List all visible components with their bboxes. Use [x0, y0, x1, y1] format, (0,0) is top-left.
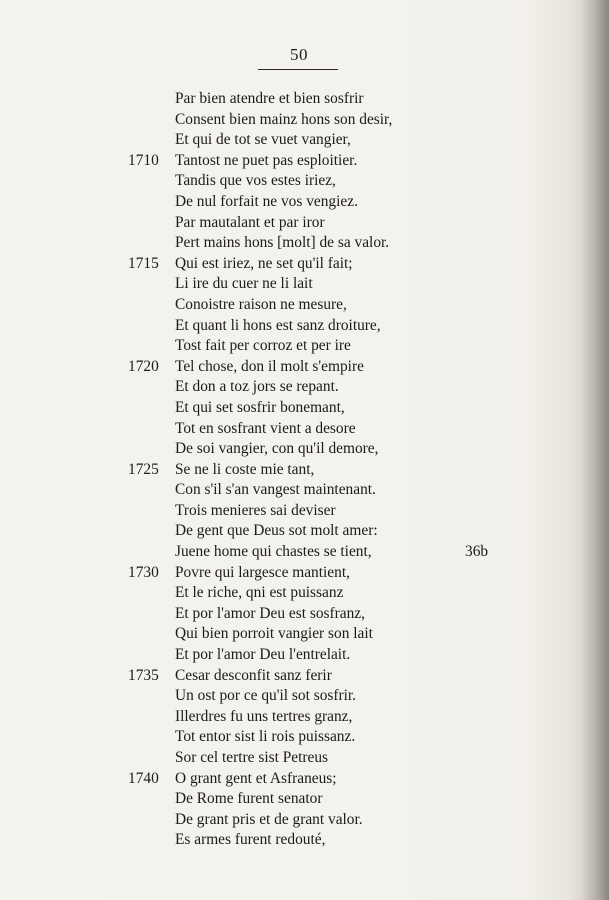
verse-line [0, 151, 609, 172]
verse-line [0, 501, 609, 522]
verse-text: Cesar desconfit sanz ferir [175, 666, 332, 684]
verse-text: Tel chose, don il molt s'empire [175, 357, 364, 375]
verse-text: Es armes furent redouté, [175, 831, 326, 849]
verse-text: Et le riche, qni est puissanz [175, 584, 344, 602]
verse-text: Se ne li coste mie tant, [175, 460, 315, 478]
verse-text: Pert mains hons [molt] de sa valor. [175, 234, 390, 252]
verse-text: Et qui set sosfrir bonemant, [175, 398, 345, 416]
verse-text: Et qui de tot se vuet vangier, [175, 131, 351, 149]
verse-line [0, 645, 609, 666]
verse-line [0, 604, 609, 625]
header-rule [258, 69, 338, 70]
verse-text: Un ost por ce qu'il sot sosfrir. [175, 687, 357, 705]
verse-block [0, 89, 609, 851]
verse-line [0, 480, 609, 501]
verse-text: Et don a toz jors se repant. [175, 378, 339, 396]
verse-text: Sor cel tertre sist Petreus [175, 749, 329, 766]
line-number: 1720 [128, 357, 159, 375]
verse-line [0, 398, 609, 419]
verse-text: Tot entor sist li rois puissanz. [175, 728, 356, 746]
verse-text: De grant pris et de grant valor. [175, 810, 363, 828]
verse-text: Par bien atendre et bien sosfrir [175, 90, 364, 107]
verse-text: Par mautalant et par iror [175, 213, 325, 231]
verse-line [0, 419, 609, 440]
verse-text: De Rome furent senator [175, 790, 323, 808]
verse-line [0, 110, 609, 131]
verse-text: Et por l'amor Deu l'entrelait. [175, 646, 351, 664]
verse-text: Tost fait per corroz et per ire [175, 337, 351, 355]
line-number: 1735 [128, 666, 159, 684]
verse-line [0, 769, 609, 790]
verse-text: Tantost ne puet pas esploitier. [175, 151, 358, 169]
line-number: 1725 [128, 460, 159, 478]
line-number: 1730 [128, 563, 159, 581]
verse-text: Povre qui largesce mantient, [175, 563, 350, 581]
verse-line [0, 830, 609, 851]
verse-line [0, 357, 609, 378]
verse-line [0, 810, 609, 831]
verse-line [0, 439, 609, 460]
verse-line [0, 295, 609, 316]
verse-line [0, 233, 609, 254]
verse-line [0, 274, 609, 295]
verse-line [0, 130, 609, 151]
verse-text: De gent que Deus sot molt amer: [175, 522, 378, 540]
verse-line [0, 727, 609, 748]
verse-line [0, 686, 609, 707]
verse-line [0, 624, 609, 645]
verse-line [0, 89, 609, 110]
verse-text: Con s'il s'an vangest maintenant. [175, 481, 376, 499]
verse-text: O grant gent et Asfraneus; [175, 769, 337, 787]
verse-line [0, 316, 609, 337]
verse-line [0, 666, 609, 687]
folio-marker: 36b [465, 543, 489, 561]
verse-text: Et por l'amor Deu est sosfranz, [175, 604, 365, 622]
verse-text: Consent bien mainz hons son desir, [175, 110, 393, 128]
verse-line [0, 583, 609, 604]
line-number: 1715 [128, 254, 159, 272]
verse-text: De soi vangier, con qu'il demore, [175, 440, 379, 458]
verse-text: Qui bien porroit vangier son lait [175, 625, 373, 643]
verse-line [0, 563, 609, 584]
verse-line [0, 521, 609, 542]
verse-text: Li ire du cuer ne li lait [175, 275, 313, 293]
line-number: 1740 [128, 769, 159, 787]
verse-line [0, 192, 609, 213]
verse-line [0, 377, 609, 398]
verse-text: Et quant li hons est sanz droiture, [175, 316, 381, 334]
verse-text: Conoistre raison ne mesure, [175, 295, 347, 313]
verse-text: Juene home qui chastes se tient, [175, 543, 372, 561]
verse-text: Trois menieres sai deviser [175, 501, 336, 519]
verse-text: Illerdres fu uns tertres granz, [175, 707, 353, 725]
verse-line [0, 460, 609, 481]
verse-text: Tandis que vos estes iriez, [175, 172, 336, 190]
verse-line [0, 336, 609, 357]
page-number: 50 [290, 45, 308, 64]
verse-line [0, 171, 609, 192]
verse-text: Tot en sosfrant vient a desore [175, 419, 356, 437]
verse-line [0, 707, 609, 728]
verse-line [0, 254, 609, 275]
verse-line [0, 789, 609, 810]
line-number: 1710 [128, 151, 159, 169]
verse-line [0, 542, 609, 563]
verse-text: Qui est iriez, ne set qu'il fait; [175, 254, 353, 272]
verse-line [0, 213, 609, 234]
verse-line [0, 748, 609, 769]
verse-text: De nul forfait ne vos vengiez. [175, 192, 358, 210]
